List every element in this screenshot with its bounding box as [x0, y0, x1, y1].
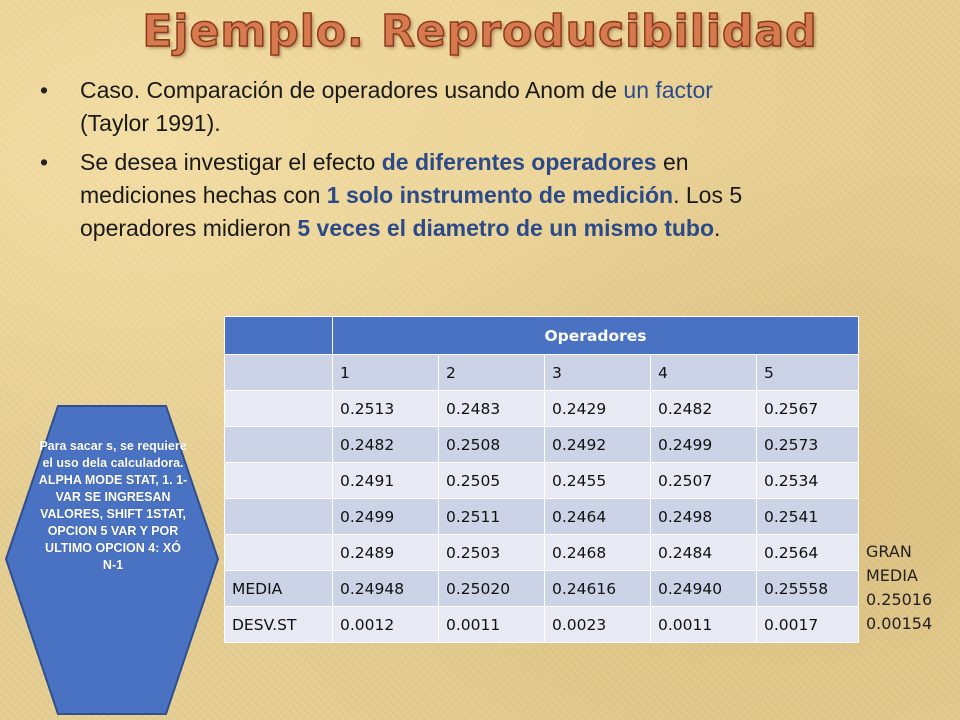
- table-column-label: 1: [333, 355, 439, 391]
- table-header-row: [225, 317, 859, 355]
- bullet-objetivo-highlight-operadores: de diferentes operadores: [381, 149, 657, 175]
- table-cell: 0.2513: [333, 391, 439, 427]
- bullet-objetivo-period: .: [714, 215, 721, 241]
- table-column-label: 2: [439, 355, 545, 391]
- table-cell: 0.2482: [651, 391, 757, 427]
- table-column-row: [225, 355, 859, 391]
- table-row: [225, 391, 859, 427]
- table-row: [225, 535, 859, 571]
- bullet-caso-text: Caso. Comparación de operadores usando Anom de: [80, 77, 624, 103]
- table-cell: 0.0011: [439, 607, 545, 643]
- bullet-objetivo-text-2: en mediciones hechas con: [80, 149, 689, 208]
- table-row: [225, 427, 859, 463]
- table-cell: 0.0011: [651, 607, 757, 643]
- operadores-table: [224, 316, 859, 643]
- table-cell: 0.0012: [333, 607, 439, 643]
- table-row-media: [225, 571, 859, 607]
- table-cell: 0.2499: [333, 499, 439, 535]
- table-cell: 0.2541: [757, 499, 859, 535]
- table-cell: 0.2505: [439, 463, 545, 499]
- table-cell-label: [225, 391, 333, 427]
- table-cell: 0.2503: [439, 535, 545, 571]
- table-cell: 0.2567: [757, 391, 859, 427]
- table-header-operadores: Operadores: [333, 317, 859, 355]
- table-cell: 0.24948: [333, 571, 439, 607]
- table-cell: 0.2564: [757, 535, 859, 571]
- table-cell: 0.2464: [545, 499, 651, 535]
- table-column-label: 4: [651, 355, 757, 391]
- table-cell: 0.2491: [333, 463, 439, 499]
- table-cell-label: [225, 535, 333, 571]
- hexagon-note: Para sacar s, se requiere el uso dela calculadora. ALPHA MODE STAT, 1. 1-VAR SE INGRESAN VALORES, SHIFT 1STAT, OPCION 5 VAR Y POR ULTIMO OPCION 4: XÓ N-1: [38, 439, 188, 572]
- gran-desv-value: 0.00154: [866, 614, 933, 633]
- table-cell: 0.2429: [545, 391, 651, 427]
- bullet-caso: [36, 74, 786, 140]
- table-cell: 0.2511: [439, 499, 545, 535]
- table-cell-label: [225, 427, 333, 463]
- table-column-label: 5: [757, 355, 859, 391]
- table-cell: 0.2484: [651, 535, 757, 571]
- table-column-label: 3: [545, 355, 651, 391]
- table-row: [225, 499, 859, 535]
- bullet-caso-citation: (Taylor 1991).: [80, 110, 221, 136]
- gran-label: GRAN: [866, 542, 912, 561]
- table-cell: 0.0023: [545, 607, 651, 643]
- table-cell: 0.2455: [545, 463, 651, 499]
- table-cell: 0.2489: [333, 535, 439, 571]
- table-cell: 0.0017: [757, 607, 859, 643]
- table-cell: 0.2508: [439, 427, 545, 463]
- bullet-objetivo-text: Se desea investigar el efecto: [80, 149, 382, 175]
- table-cell: 0.2483: [439, 391, 545, 427]
- table-cell-label: MEDIA: [225, 571, 333, 607]
- table-cell: 0.2534: [757, 463, 859, 499]
- bullet-caso-highlight: un factor: [623, 77, 713, 103]
- table-cell-label: [225, 463, 333, 499]
- table-cell-label: DESV.ST: [225, 607, 333, 643]
- table-cell: 0.25558: [757, 571, 859, 607]
- table-cell: 0.24940: [651, 571, 757, 607]
- bullet-objetivo-highlight-instrumento: 1 solo instrumento de medición: [326, 182, 674, 208]
- slide-title: Ejemplo. Reproducibilidad: [142, 6, 818, 57]
- table-cell: 0.2482: [333, 427, 439, 463]
- table-cell: 0.2468: [545, 535, 651, 571]
- gran-media-value: 0.25016: [866, 590, 933, 609]
- table-cell: 0.2499: [651, 427, 757, 463]
- bullet-objetivo: [36, 146, 786, 245]
- gran-media-notes: [866, 540, 932, 636]
- bullet-objetivo-text-3: . Los 5 operadores midieron: [80, 182, 743, 241]
- table-row-desv-st: [225, 607, 859, 643]
- table-cell: 0.25020: [439, 571, 545, 607]
- table-cell: 0.2507: [651, 463, 757, 499]
- table-cell: 0.2498: [651, 499, 757, 535]
- bullet-list: [36, 74, 786, 251]
- table-cell: 0.2492: [545, 427, 651, 463]
- table-header-corner: [225, 317, 333, 355]
- table-cell-label: [225, 499, 333, 535]
- bullet-objetivo-highlight-veces: 5 veces el diametro de un mismo tubo: [297, 215, 715, 241]
- table-cell-label: [225, 355, 333, 391]
- table-row: [225, 463, 859, 499]
- table-cell: 0.2573: [757, 427, 859, 463]
- table-cell: 0.24616: [545, 571, 651, 607]
- media-label: MEDIA: [866, 566, 918, 585]
